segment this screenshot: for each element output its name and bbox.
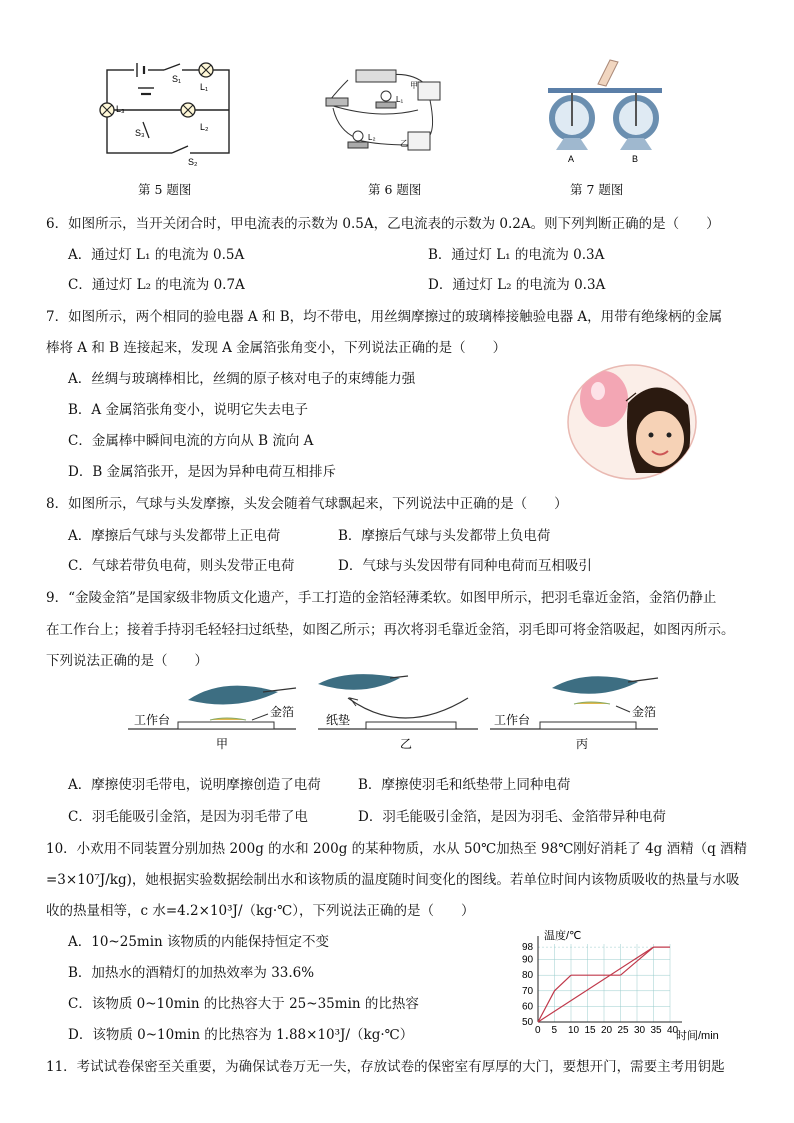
x-tick-label-6: 30 <box>634 1025 646 1036</box>
q8-option-c: C．气球若带负电荷，则头发带正电荷 <box>68 558 295 574</box>
y-tick-label-5: 98 <box>522 942 534 954</box>
label-l1: L₁ <box>396 95 404 104</box>
label-s2: S₂ <box>188 157 198 167</box>
x-tick-label-4: 20 <box>601 1025 613 1036</box>
hand <box>598 60 618 86</box>
balloon <box>580 371 628 427</box>
label-pad: 纸垫 <box>326 713 351 727</box>
label-yi: 乙 <box>400 139 408 148</box>
x-tick-label-1: 5 <box>551 1025 558 1036</box>
y-tick-label-0: 50 <box>522 1017 534 1028</box>
series-line-3 <box>538 947 654 1022</box>
lamp-l2 <box>181 103 195 117</box>
lamp-l1 <box>199 63 213 77</box>
q6-option-d: D．通过灯 L₂ 的电流为 0.3A <box>428 277 606 293</box>
circuit-photo-fig6 <box>318 60 448 165</box>
label-s3: S₃ <box>135 128 145 138</box>
child-face <box>636 411 684 467</box>
q7-stem-line1: 7．如图所示，两个相同的验电器 A 和 B，均不带电，用丝绸摩擦过的玻璃棒接触验电器 A，用带有绝缘柄的金属 <box>46 309 723 325</box>
label-bing: 丙 <box>576 737 589 751</box>
label-a: A <box>568 154 575 164</box>
q8-option-d: D．气球与头发因带有同种电荷而互相吸引 <box>338 558 592 574</box>
chart-xlabel: 时间/min <box>676 1030 719 1042</box>
caption-fig6: 第 6 题图 <box>368 182 422 197</box>
q9-stem-line1: 9．“金陵金箔”是国家级非物质文化遗产，手工打造的金箔轻薄柔软。如图甲所示，把羽毛靠近金箔，金箔仍静止 <box>46 590 717 606</box>
q9-stem-line3: 下列说法正确的是（ ） <box>46 653 208 669</box>
label-jia: 甲 <box>410 81 418 90</box>
q6-option-a: A．通过灯 L₁ 的电流为 0.5A <box>68 247 245 263</box>
metal-rod <box>548 88 662 93</box>
q6-option-b: B．通过灯 L₁ 的电流为 0.3A <box>428 247 605 263</box>
q9-option-c: C．羽毛能吸引金箔，是因为羽毛带了电 <box>68 809 308 825</box>
q10-stem-line3: 收的热量相等，c 水=4.2×10³J/（kg·℃），下列说法正确的是（ ） <box>46 903 475 919</box>
label-worktable-jia: 工作台 <box>134 713 171 727</box>
x-tick-label-5: 25 <box>617 1025 629 1036</box>
electroscope-a <box>552 93 592 150</box>
caption-fig5: 第 5 题图 <box>138 182 192 197</box>
q7-option-d: D．B 金属箔张开，是因为异种电荷互相排斥 <box>68 464 337 480</box>
q8-stem: 8．如图所示，气球与头发摩擦，头发会随着气球飘起来，下列说法中正确的是（ ） <box>46 496 568 512</box>
y-tick-label-1: 60 <box>522 1001 534 1013</box>
x-tick-label-2: 10 <box>568 1025 580 1036</box>
q10-stem-line2: =3×10⁷J/kg)，她根据实验数据绘制出水和该物质的温度随时间变化的图线。若单位时间内该物质吸收的热量与水吸 <box>46 872 740 888</box>
electroscope-b <box>616 93 656 150</box>
label-jia: 甲 <box>216 737 229 751</box>
q9-option-b: B．摩擦使羽毛和纸垫带上同种电荷 <box>358 777 571 793</box>
bulb-l2 <box>353 131 363 141</box>
q6-stem: 6．如图所示，当开关闭合时，甲电流表的示数为 0.5A，乙电流表的示数为 0.2A。则下列判断正确的是（ ） <box>46 216 720 232</box>
q7-option-c: C．金属棒中瞬间电流的方向从 B 流向 A <box>68 433 314 449</box>
x-tick-label-7: 35 <box>650 1025 662 1036</box>
switch-base <box>326 98 348 106</box>
label-worktable-bing: 工作台 <box>494 713 531 727</box>
q8-option-a: A．摩擦后气球与头发都带上正电荷 <box>68 528 281 544</box>
label-l1: L₁ <box>200 82 209 92</box>
bulb-l1 <box>381 91 391 101</box>
y-tick-label-2: 70 <box>522 985 534 997</box>
q9-option-d: D．羽毛能吸引金箔，是因为羽毛、金箔带异种电荷 <box>358 809 666 825</box>
y-tick-label-3: 80 <box>522 970 534 982</box>
q9-stem-line2: 在工作台上；接着手持羽毛轻轻扫过纸垫，如图乙所示；再次将羽毛靠近金箔，羽毛即可将金箔吸起，如图丙所示。 <box>46 622 735 638</box>
label-l2: L₂ <box>200 122 209 132</box>
circuit-diagram-fig5 <box>92 58 242 168</box>
q10-option-b: B．加热水的酒精灯的加热效率为 33.6% <box>68 965 315 981</box>
panel-bing <box>490 676 658 751</box>
label-l3: L₃ <box>116 104 125 114</box>
label-foil-bing: 金箔 <box>632 705 657 719</box>
electroscope-figure-fig7 <box>540 54 670 169</box>
chart-ylabel: 温度/℃ <box>544 930 582 942</box>
label-s1: S₁ <box>172 74 182 84</box>
q7-stem-line2: 棒将 A 和 B 连接起来，发现 A 金属箔张角变小，下列说法正确的是（ ） <box>46 340 507 356</box>
q9-option-a: A．摩擦使羽毛带电，说明摩擦创造了电荷 <box>68 777 321 793</box>
x-tick-label-3: 15 <box>584 1025 596 1036</box>
balloon-hair-photo <box>566 363 698 481</box>
y-tick-label-4: 90 <box>522 954 534 966</box>
q10-stem-line1: 10．小欢用不同装置分别加热 200g 的水和 200g 的某种物质，水从 50℃加热至 98℃刚好消耗了 4g 酒精（q 酒精 <box>46 841 748 857</box>
battery-box <box>356 70 396 82</box>
q10-option-d: D．该物质 0~10min 的比热容为 1.88×10³J/（kg·℃） <box>68 1027 414 1043</box>
label-foil-jia: 金箔 <box>270 705 295 719</box>
lamp-l3 <box>100 103 114 117</box>
label-yi: 乙 <box>400 737 413 751</box>
q10-option-a: A．10~25min 该物质的内能保持恒定不变 <box>68 934 330 950</box>
temperature-time-chart <box>508 924 758 1042</box>
q8-option-b: B．摩擦后气球与头发都带上负电荷 <box>338 528 551 544</box>
label-l2: L₂ <box>368 133 376 142</box>
panel-yi <box>318 674 478 751</box>
ammeter-jia <box>418 82 440 100</box>
q6-option-c: C．通过灯 L₂ 的电流为 0.7A <box>68 277 245 293</box>
caption-fig7: 第 7 题图 <box>570 182 624 197</box>
feather-foil-figure <box>128 670 668 755</box>
ammeter-yi <box>408 132 430 150</box>
q7-option-b: B．A 金属箔张角变小，说明它失去电子 <box>68 402 308 418</box>
label-b: B <box>632 154 639 164</box>
x-tick-label-8: 40 <box>667 1025 679 1036</box>
q7-option-a: A．丝绸与玻璃棒相比，丝绸的原子核对电子的束缚能力强 <box>68 371 416 387</box>
q10-option-c: C．该物质 0~10min 的比热容大于 25~35min 的比热容 <box>68 996 419 1012</box>
panel-jia <box>128 686 296 751</box>
q11-stem: 11．考试试卷保密至关重要，为确保试卷万无一失，存放试卷的保密室有厚厚的大门，要想开门，需要主考用钥匙 <box>46 1059 725 1075</box>
x-tick-label-0: 0 <box>535 1025 541 1036</box>
